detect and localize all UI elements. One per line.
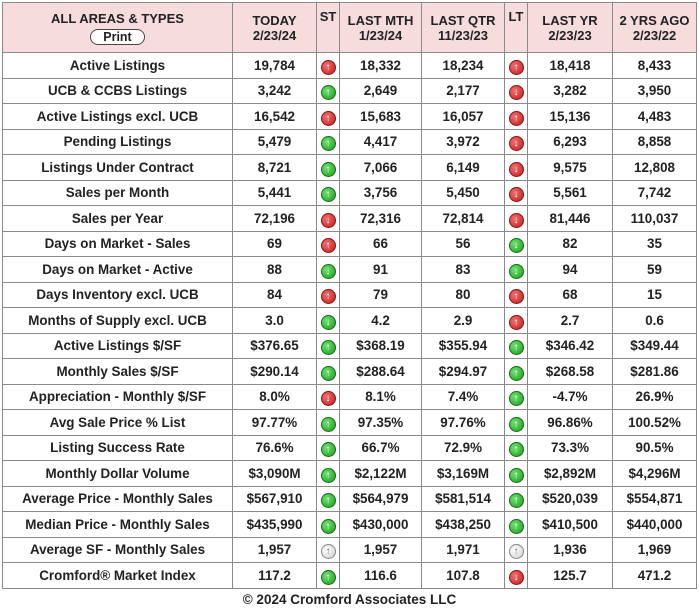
today-value: 69 xyxy=(233,231,317,257)
today-value: 3.0 xyxy=(233,308,317,334)
table-row xyxy=(3,461,697,487)
today-label: TODAY xyxy=(252,12,297,28)
two-years-ago-value: $554,871 xyxy=(613,486,697,512)
short-term-indicator-cell xyxy=(317,206,340,232)
last-quarter-value: 83 xyxy=(422,257,505,283)
two-years-ago-value: 26.9% xyxy=(613,384,697,410)
last-year-value: 15,136 xyxy=(528,104,613,130)
last-year-value: 81,446 xyxy=(528,206,613,232)
long-term-indicator-cell xyxy=(505,537,528,563)
green-up-indicator-icon: ↑ xyxy=(321,442,336,457)
red-up-indicator-icon: ↑ xyxy=(509,111,524,126)
last-quarter-value: $355.94 xyxy=(422,333,505,359)
green-down-indicator-icon: ↓ xyxy=(509,238,524,253)
last-quarter-value: 5,450 xyxy=(422,180,505,206)
last-quarter-value: 18,234 xyxy=(422,53,505,79)
last-year-value: $410,500 xyxy=(528,512,613,538)
short-term-indicator-cell xyxy=(317,359,340,385)
last-year-value: 125.7 xyxy=(528,563,613,589)
short-term-indicator-cell xyxy=(317,512,340,538)
long-term-indicator-cell xyxy=(505,206,528,232)
st-header xyxy=(317,3,340,53)
last-quarter-value: 107.8 xyxy=(422,563,505,589)
two-years-ago-date: 2/23/22 xyxy=(632,27,677,43)
table-row xyxy=(3,129,697,155)
last-quarter-value: $438,250 xyxy=(422,512,505,538)
red-down-indicator-icon: ↓ xyxy=(509,213,524,228)
metric-label: Active Listings $/SF xyxy=(3,333,233,359)
metric-label: Cromford® Market Index xyxy=(3,563,233,589)
last-quarter-date: 11/23/23 xyxy=(438,27,488,43)
red-down-indicator-icon: ↓ xyxy=(509,162,524,177)
short-term-indicator-cell xyxy=(317,104,340,130)
last-month-value: 91 xyxy=(340,257,422,283)
last-quarter-value: 6,149 xyxy=(422,155,505,181)
green-up-indicator-icon: ↑ xyxy=(321,162,336,177)
green-up-indicator-icon: ↑ xyxy=(509,366,524,381)
table-row xyxy=(3,435,697,461)
long-term-indicator-cell xyxy=(505,53,528,79)
two-years-ago-header xyxy=(613,3,697,53)
long-term-indicator-cell xyxy=(505,563,528,589)
last-year-value: 68 xyxy=(528,282,613,308)
table-row xyxy=(3,53,697,79)
today-value: $435,990 xyxy=(233,512,317,538)
two-years-ago-value: $440,000 xyxy=(613,512,697,538)
last-quarter-label: LAST QTR xyxy=(430,12,496,28)
today-value: $567,910 xyxy=(233,486,317,512)
grey-up-indicator-icon: ↑ xyxy=(509,544,524,559)
last-year-value: 96.86% xyxy=(528,410,613,436)
today-value: 8.0% xyxy=(233,384,317,410)
table-row xyxy=(3,206,697,232)
last-quarter-value: 7.4% xyxy=(422,384,505,410)
table-row xyxy=(3,180,697,206)
last-quarter-value: 3,972 xyxy=(422,129,505,155)
table-row xyxy=(3,333,697,359)
short-term-indicator-cell xyxy=(317,435,340,461)
metric-label: UCB & CCBS Listings xyxy=(3,78,233,104)
green-down-indicator-icon: ↓ xyxy=(321,315,336,330)
last-year-value: 5,561 xyxy=(528,180,613,206)
two-years-ago-value: $4,296M xyxy=(613,461,697,487)
red-down-indicator-icon: ↓ xyxy=(321,213,336,228)
short-term-indicator-cell xyxy=(317,537,340,563)
green-up-indicator-icon: ↑ xyxy=(509,340,524,355)
green-up-indicator-icon: ↑ xyxy=(321,417,336,432)
short-term-indicator-cell xyxy=(317,308,340,334)
last-quarter-header xyxy=(422,3,505,53)
table-row xyxy=(3,563,697,589)
last-quarter-value: 72,814 xyxy=(422,206,505,232)
today-header xyxy=(233,3,317,53)
short-term-indicator-cell xyxy=(317,257,340,283)
area-header xyxy=(3,3,233,53)
table-row xyxy=(3,486,697,512)
today-value: 72,196 xyxy=(233,206,317,232)
green-up-indicator-icon: ↑ xyxy=(509,493,524,508)
long-term-indicator-cell xyxy=(505,78,528,104)
short-term-indicator-cell xyxy=(317,78,340,104)
table-row xyxy=(3,282,697,308)
metric-label: Sales per Year xyxy=(3,206,233,232)
last-month-value: 2,649 xyxy=(340,78,422,104)
green-up-indicator-icon: ↑ xyxy=(321,187,336,202)
green-up-indicator-icon: ↑ xyxy=(509,417,524,432)
last-quarter-value: $3,169M xyxy=(422,461,505,487)
long-term-indicator-cell xyxy=(505,129,528,155)
last-year-value: $520,039 xyxy=(528,486,613,512)
today-value: 5,479 xyxy=(233,129,317,155)
last-quarter-value: 72.9% xyxy=(422,435,505,461)
last-year-date: 2/23/23 xyxy=(548,27,592,43)
table-row xyxy=(3,384,697,410)
last-month-value: $288.64 xyxy=(340,359,422,385)
last-month-value: 79 xyxy=(340,282,422,308)
table-row xyxy=(3,104,697,130)
two-years-ago-value: 8,858 xyxy=(613,129,697,155)
last-year-value: $2,892M xyxy=(528,461,613,487)
red-down-indicator-icon: ↓ xyxy=(509,85,524,100)
long-term-indicator-cell xyxy=(505,461,528,487)
last-month-label: LAST MTH xyxy=(347,12,414,28)
today-value: $376.65 xyxy=(233,333,317,359)
short-term-indicator-cell xyxy=(317,410,340,436)
long-term-indicator-cell xyxy=(505,308,528,334)
table-row xyxy=(3,308,697,334)
last-month-value: 3,756 xyxy=(340,180,422,206)
long-term-indicator-cell xyxy=(505,410,528,436)
market-metrics-table xyxy=(2,2,697,589)
metric-label: Average SF - Monthly Sales xyxy=(3,537,233,563)
last-quarter-value: 56 xyxy=(422,231,505,257)
red-down-indicator-icon: ↓ xyxy=(509,570,524,585)
last-year-value: -4.7% xyxy=(528,384,613,410)
short-term-indicator-cell xyxy=(317,231,340,257)
metric-label: Days on Market - Active xyxy=(3,257,233,283)
short-term-indicator-cell xyxy=(317,282,340,308)
last-month-value: 97.35% xyxy=(340,410,422,436)
last-month-header xyxy=(340,3,422,53)
last-year-value: $268.58 xyxy=(528,359,613,385)
grey-up-indicator-icon: ↑ xyxy=(321,544,336,559)
today-value: 84 xyxy=(233,282,317,308)
short-term-indicator-cell xyxy=(317,461,340,487)
last-quarter-value: 97.76% xyxy=(422,410,505,436)
red-up-indicator-icon: ↑ xyxy=(509,315,524,330)
two-years-ago-value: 35 xyxy=(613,231,697,257)
table-row xyxy=(3,155,697,181)
last-month-value: $564,979 xyxy=(340,486,422,512)
short-term-indicator-cell xyxy=(317,563,340,589)
metric-label: Median Price - Monthly Sales xyxy=(3,512,233,538)
two-years-ago-value: $281.86 xyxy=(613,359,697,385)
green-up-indicator-icon: ↑ xyxy=(321,85,336,100)
last-month-value: $2,122M xyxy=(340,461,422,487)
long-term-indicator-cell xyxy=(505,384,528,410)
red-up-indicator-icon: ↑ xyxy=(321,60,336,75)
last-year-value: 2.7 xyxy=(528,308,613,334)
red-up-indicator-icon: ↑ xyxy=(509,289,524,304)
last-quarter-value: 80 xyxy=(422,282,505,308)
red-down-indicator-icon: ↓ xyxy=(509,187,524,202)
metric-label: Days Inventory excl. UCB xyxy=(3,282,233,308)
table-row xyxy=(3,257,697,283)
long-term-indicator-cell xyxy=(505,333,528,359)
today-value: 1,957 xyxy=(233,537,317,563)
last-quarter-value: 16,057 xyxy=(422,104,505,130)
two-years-ago-value: 1,969 xyxy=(613,537,697,563)
today-value: 5,441 xyxy=(233,180,317,206)
last-month-value: 18,332 xyxy=(340,53,422,79)
last-quarter-value: $581,514 xyxy=(422,486,505,512)
today-value: 8,721 xyxy=(233,155,317,181)
metric-label: Monthly Dollar Volume xyxy=(3,461,233,487)
long-term-indicator-cell xyxy=(505,282,528,308)
last-month-value: 116.6 xyxy=(340,563,422,589)
area-title: ALL AREAS & TYPES xyxy=(51,10,184,26)
today-value: $290.14 xyxy=(233,359,317,385)
long-term-indicator-cell xyxy=(505,180,528,206)
two-years-ago-value: 0.6 xyxy=(613,308,697,334)
today-value: 97.77% xyxy=(233,410,317,436)
two-years-ago-value: 90.5% xyxy=(613,435,697,461)
two-years-ago-value: 7,742 xyxy=(613,180,697,206)
table-row xyxy=(3,512,697,538)
red-down-indicator-icon: ↓ xyxy=(321,391,336,406)
today-value: 16,542 xyxy=(233,104,317,130)
today-date: 2/23/24 xyxy=(252,27,297,43)
last-month-value: 4,417 xyxy=(340,129,422,155)
last-year-value: 6,293 xyxy=(528,129,613,155)
green-up-indicator-icon: ↑ xyxy=(321,340,336,355)
last-year-value: $346.42 xyxy=(528,333,613,359)
green-up-indicator-icon: ↑ xyxy=(509,442,524,457)
last-year-value: 73.3% xyxy=(528,435,613,461)
green-up-indicator-icon: ↑ xyxy=(321,519,336,534)
two-years-ago-value: $349.44 xyxy=(613,333,697,359)
two-years-ago-value: 471.2 xyxy=(613,563,697,589)
print-button[interactable]: Print xyxy=(90,29,144,45)
long-term-indicator-cell xyxy=(505,104,528,130)
metric-label: Listings Under Contract xyxy=(3,155,233,181)
metric-label: Active Listings excl. UCB xyxy=(3,104,233,130)
last-quarter-value: 1,971 xyxy=(422,537,505,563)
two-years-ago-value: 8,433 xyxy=(613,53,697,79)
two-years-ago-value: 100.52% xyxy=(613,410,697,436)
metric-label: Appreciation - Monthly $/SF xyxy=(3,384,233,410)
last-month-value: $368.19 xyxy=(340,333,422,359)
copyright-footer: © 2024 Cromford Associates LLC xyxy=(242,592,457,607)
two-years-ago-value: 59 xyxy=(613,257,697,283)
long-term-indicator-cell xyxy=(505,155,528,181)
last-year-header xyxy=(528,3,613,53)
last-month-value: 66.7% xyxy=(340,435,422,461)
today-value: 3,242 xyxy=(233,78,317,104)
last-year-value: 18,418 xyxy=(528,53,613,79)
table-header-row xyxy=(3,3,697,53)
metric-label: Active Listings xyxy=(3,53,233,79)
short-term-indicator-cell xyxy=(317,129,340,155)
last-quarter-value: 2.9 xyxy=(422,308,505,334)
metric-label: Avg Sale Price % List xyxy=(3,410,233,436)
green-down-indicator-icon: ↓ xyxy=(321,264,336,279)
lt-header xyxy=(505,3,528,53)
last-month-value: 1,957 xyxy=(340,537,422,563)
green-up-indicator-icon: ↑ xyxy=(321,468,336,483)
red-down-indicator-icon: ↓ xyxy=(509,136,524,151)
last-month-value: 7,066 xyxy=(340,155,422,181)
short-term-indicator-cell xyxy=(317,486,340,512)
two-years-ago-value: 15 xyxy=(613,282,697,308)
last-quarter-value: $294.97 xyxy=(422,359,505,385)
green-up-indicator-icon: ↑ xyxy=(509,391,524,406)
metric-label: Monthly Sales $/SF xyxy=(3,359,233,385)
long-term-indicator-cell xyxy=(505,486,528,512)
metric-label: Days on Market - Sales xyxy=(3,231,233,257)
last-month-value: 15,683 xyxy=(340,104,422,130)
last-month-value: 4.2 xyxy=(340,308,422,334)
metric-label: Months of Supply excl. UCB xyxy=(3,308,233,334)
lt-label: LT xyxy=(508,9,524,24)
table-row xyxy=(3,410,697,436)
red-up-indicator-icon: ↑ xyxy=(321,289,336,304)
red-up-indicator-icon: ↑ xyxy=(509,60,524,75)
last-year-label: LAST YR xyxy=(542,12,598,28)
last-year-value: 94 xyxy=(528,257,613,283)
green-up-indicator-icon: ↑ xyxy=(509,519,524,534)
short-term-indicator-cell xyxy=(317,53,340,79)
green-up-indicator-icon: ↑ xyxy=(321,366,336,381)
today-value: $3,090M xyxy=(233,461,317,487)
long-term-indicator-cell xyxy=(505,359,528,385)
last-year-value: 3,282 xyxy=(528,78,613,104)
red-up-indicator-icon: ↑ xyxy=(321,238,336,253)
last-year-value: 9,575 xyxy=(528,155,613,181)
last-month-value: 72,316 xyxy=(340,206,422,232)
green-up-indicator-icon: ↑ xyxy=(321,493,336,508)
long-term-indicator-cell xyxy=(505,257,528,283)
red-up-indicator-icon: ↑ xyxy=(321,111,336,126)
today-value: 76.6% xyxy=(233,435,317,461)
long-term-indicator-cell xyxy=(505,512,528,538)
last-month-value: 8.1% xyxy=(340,384,422,410)
two-years-ago-value: 110,037 xyxy=(613,206,697,232)
two-years-ago-value: 3,950 xyxy=(613,78,697,104)
short-term-indicator-cell xyxy=(317,333,340,359)
green-up-indicator-icon: ↑ xyxy=(321,136,336,151)
table-body xyxy=(3,53,697,589)
green-down-indicator-icon: ↓ xyxy=(509,264,524,279)
metric-label: Average Price - Monthly Sales xyxy=(3,486,233,512)
two-years-ago-value: 4,483 xyxy=(613,104,697,130)
last-month-value: $430,000 xyxy=(340,512,422,538)
last-year-value: 82 xyxy=(528,231,613,257)
today-value: 19,784 xyxy=(233,53,317,79)
long-term-indicator-cell xyxy=(505,435,528,461)
metric-label: Listing Success Rate xyxy=(3,435,233,461)
last-quarter-value: 2,177 xyxy=(422,78,505,104)
long-term-indicator-cell xyxy=(505,231,528,257)
short-term-indicator-cell xyxy=(317,384,340,410)
today-value: 88 xyxy=(233,257,317,283)
short-term-indicator-cell xyxy=(317,180,340,206)
two-years-ago-label: 2 YRS AGO xyxy=(619,12,690,28)
last-month-value: 66 xyxy=(340,231,422,257)
table-row xyxy=(3,359,697,385)
table-row xyxy=(3,78,697,104)
last-month-date: 1/23/24 xyxy=(358,27,403,43)
metric-label: Pending Listings xyxy=(3,129,233,155)
today-value: 117.2 xyxy=(233,563,317,589)
green-up-indicator-icon: ↑ xyxy=(509,468,524,483)
table-row xyxy=(3,231,697,257)
st-label: ST xyxy=(319,9,337,24)
table-row xyxy=(3,537,697,563)
metric-label: Sales per Month xyxy=(3,180,233,206)
green-up-indicator-icon: ↑ xyxy=(321,570,336,585)
last-year-value: 1,936 xyxy=(528,537,613,563)
two-years-ago-value: 12,808 xyxy=(613,155,697,181)
short-term-indicator-cell xyxy=(317,155,340,181)
